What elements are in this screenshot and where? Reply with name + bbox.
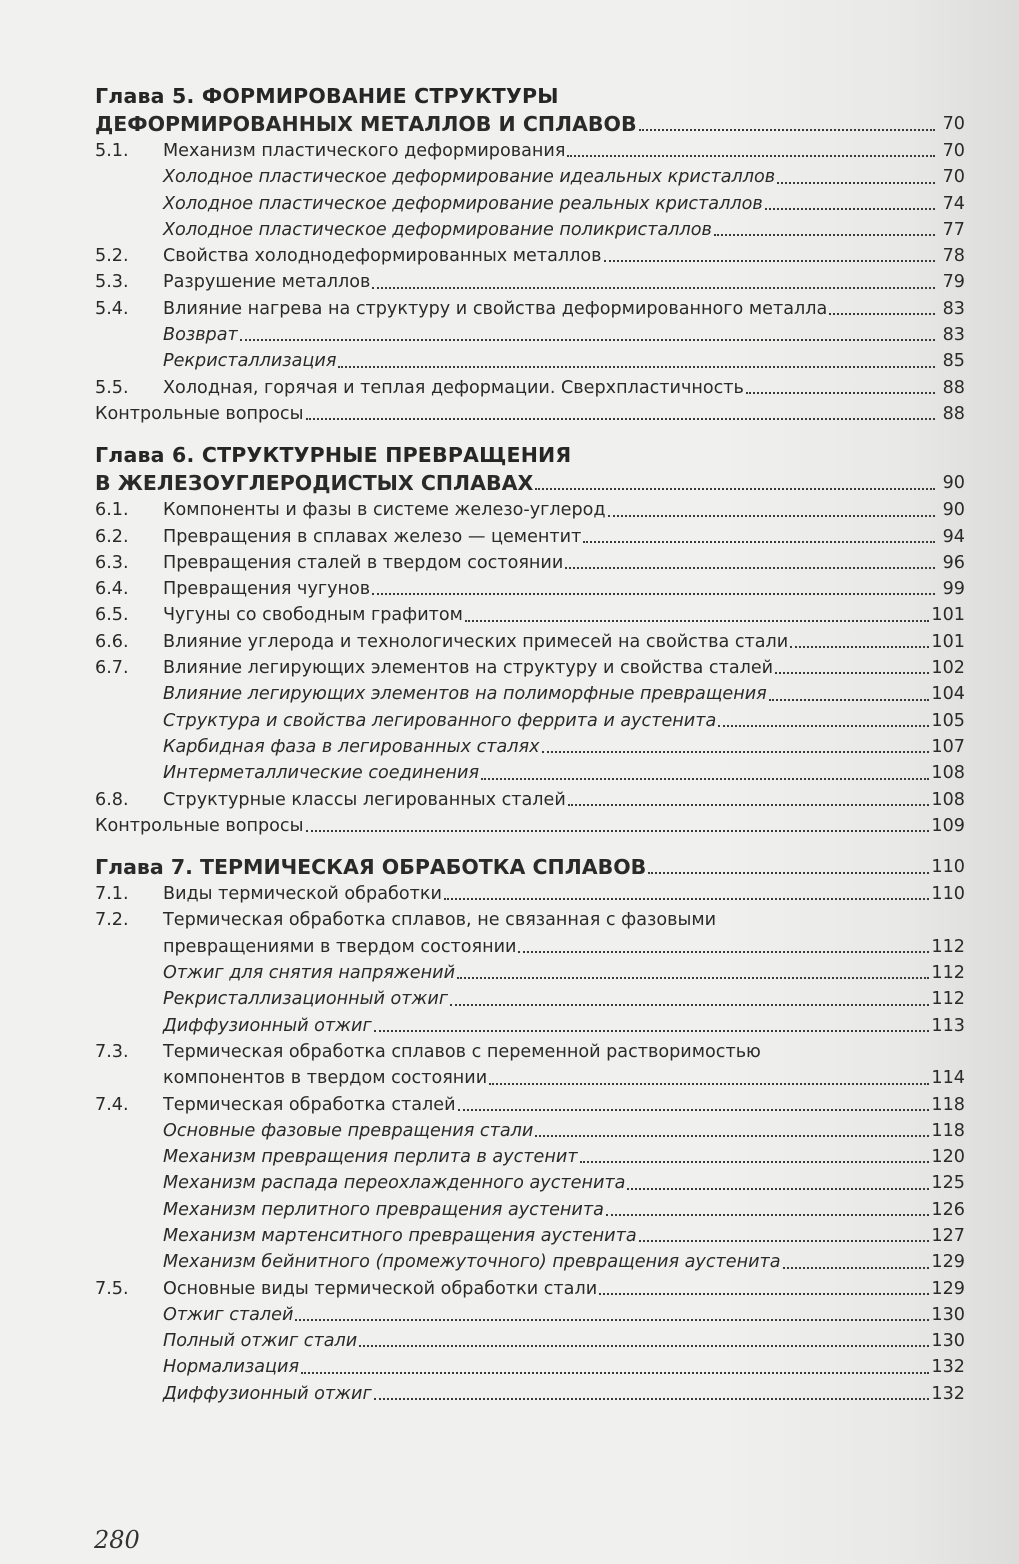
toc-entry-text: Механизм превращения перлита в аустенит bbox=[163, 1147, 578, 1168]
toc-entry bbox=[95, 1302, 965, 1328]
toc-entry-text: Основные виды термической обработки стали bbox=[163, 1278, 598, 1299]
toc-entry-text: Механизм бейнитного (промежуточного) превращения аустенита bbox=[163, 1252, 781, 1273]
toc-entry-text: компонентов в твердом состоянии bbox=[163, 1068, 488, 1089]
page-ref: 79 bbox=[942, 272, 965, 293]
toc-entry bbox=[95, 524, 965, 550]
leader-dots bbox=[627, 1188, 929, 1190]
page-ref: 127 bbox=[931, 1225, 965, 1246]
section-number: 7.4. bbox=[95, 1094, 129, 1115]
toc-entry bbox=[95, 681, 965, 707]
toc-entry-text: превращениями в твердом состоянии bbox=[163, 936, 517, 957]
toc-entry-text: Нормализация bbox=[163, 1357, 300, 1378]
toc-entry bbox=[95, 576, 965, 602]
page-ref: 126 bbox=[931, 1199, 965, 1220]
toc-entry bbox=[95, 1381, 965, 1407]
page-ref: 105 bbox=[931, 710, 965, 731]
toc-entry-text: Механизм перлитного превращения аустенита bbox=[163, 1199, 604, 1220]
section-number: 5.3. bbox=[95, 272, 129, 293]
toc-entry-text: Влияние углерода и технологических примесей на свойства стали bbox=[163, 631, 789, 652]
page-ref: 110 bbox=[931, 857, 965, 878]
toc-entry-line bbox=[95, 907, 965, 933]
page-ref: 83 bbox=[942, 325, 965, 346]
leader-dots bbox=[518, 951, 929, 953]
toc-entry-text: Компоненты и фазы в системе железо-углерод bbox=[163, 500, 606, 521]
toc-entry bbox=[95, 760, 965, 786]
toc-entry-text: Контрольные вопросы bbox=[95, 403, 304, 424]
section-number: 5.5. bbox=[95, 377, 129, 398]
leader-dots bbox=[604, 260, 935, 262]
leader-dots bbox=[372, 593, 935, 595]
toc-entry bbox=[95, 881, 965, 907]
leader-dots bbox=[648, 872, 929, 874]
page-ref: 88 bbox=[942, 377, 965, 398]
section-number: 7.3. bbox=[95, 1041, 129, 1062]
toc-entry bbox=[95, 164, 965, 190]
page-ref: 101 bbox=[931, 605, 965, 626]
toc-entry-text: Отжиг для снятия напряжений bbox=[163, 963, 456, 984]
leader-dots bbox=[567, 155, 935, 157]
toc-entry-text: Рекристаллизация bbox=[163, 351, 337, 372]
toc-entry bbox=[95, 986, 965, 1012]
toc-entry-text: Диффузионный отжиг bbox=[163, 1383, 372, 1404]
page-ref: 130 bbox=[931, 1304, 965, 1325]
page-ref: 113 bbox=[931, 1015, 965, 1036]
leader-dots bbox=[829, 313, 935, 315]
leader-dots bbox=[639, 129, 935, 131]
chapter-title-row bbox=[95, 469, 965, 497]
page-ref: 101 bbox=[931, 631, 965, 652]
toc-entry-text: Холодная, горячая и теплая деформации. Сверхпластичность bbox=[163, 377, 744, 398]
section-number: 7.1. bbox=[95, 884, 129, 905]
toc-entry bbox=[95, 1170, 965, 1196]
leader-dots bbox=[359, 1345, 929, 1347]
page-ref: 112 bbox=[931, 989, 965, 1010]
leader-dots bbox=[542, 751, 930, 753]
toc-entry bbox=[95, 1092, 965, 1118]
toc-entry-text: Структура и свойства легированного феррита и аустенита bbox=[163, 710, 717, 731]
toc-entry bbox=[95, 655, 965, 681]
page-ref: 110 bbox=[931, 884, 965, 905]
toc-entry-text: Термическая обработка сплавов с переменной растворимостью bbox=[163, 1041, 761, 1062]
toc-entry bbox=[95, 1144, 965, 1170]
section-number: 6.2. bbox=[95, 526, 129, 547]
leader-dots bbox=[746, 392, 935, 394]
page-ref: 96 bbox=[942, 552, 965, 573]
page-ref: 125 bbox=[931, 1173, 965, 1194]
page-ref: 108 bbox=[931, 763, 965, 784]
leader-dots bbox=[580, 1161, 930, 1163]
leader-dots bbox=[481, 778, 929, 780]
toc-entry-text: Отжиг сталей bbox=[163, 1304, 294, 1325]
toc-entry-text: Интерметаллические соединения bbox=[163, 763, 480, 784]
page-ref: 120 bbox=[931, 1147, 965, 1168]
toc-entry bbox=[95, 1249, 965, 1275]
leader-dots bbox=[306, 830, 930, 832]
toc-entry bbox=[95, 348, 965, 374]
leader-dots bbox=[777, 182, 935, 184]
toc-entry bbox=[95, 602, 965, 628]
table-of-contents bbox=[95, 82, 965, 1407]
leader-dots bbox=[295, 1319, 929, 1321]
chapter-title: ДЕФОРМИРОВАННЫХ МЕТАЛЛОВ И СПЛАВОВ bbox=[95, 112, 637, 136]
toc-entry-text: Механизм пластического деформирования bbox=[163, 141, 566, 161]
leader-dots bbox=[599, 1293, 929, 1295]
toc-entry bbox=[95, 629, 965, 655]
leader-dots bbox=[338, 366, 935, 368]
page-ref: 94 bbox=[942, 526, 965, 547]
toc-entry bbox=[95, 191, 965, 217]
toc-entry bbox=[95, 1197, 965, 1223]
chapter-title: Глава 5. ФОРМИРОВАНИЕ СТРУКТУРЫ bbox=[95, 84, 559, 108]
toc-entry bbox=[95, 1013, 965, 1039]
toc-entry bbox=[95, 734, 965, 760]
toc-entry-text: Влияние легирующих элементов на полиморфные превращения bbox=[163, 684, 767, 705]
leader-dots bbox=[240, 339, 935, 341]
toc-entry bbox=[95, 497, 965, 523]
leader-dots bbox=[450, 1004, 929, 1006]
page-ref: 104 bbox=[931, 684, 965, 705]
page-ref: 114 bbox=[931, 1068, 965, 1089]
chapter-title-row bbox=[95, 110, 965, 138]
section-number: 7.5. bbox=[95, 1278, 129, 1299]
leader-dots bbox=[790, 646, 929, 648]
toc-entry bbox=[95, 322, 965, 348]
toc-entry bbox=[95, 813, 965, 839]
toc-entry bbox=[95, 708, 965, 734]
toc-entry-text: Контрольные вопросы bbox=[95, 815, 304, 836]
page-ref: 130 bbox=[931, 1331, 965, 1352]
leader-dots bbox=[306, 418, 936, 420]
leader-dots bbox=[301, 1372, 929, 1374]
page-ref: 78 bbox=[942, 246, 965, 267]
toc-entry-text: Виды термической обработки bbox=[163, 884, 442, 905]
toc-entry bbox=[95, 787, 965, 813]
leader-dots bbox=[639, 1240, 930, 1242]
page-ref: 74 bbox=[942, 193, 965, 214]
page-ref: 77 bbox=[942, 219, 965, 240]
leader-dots bbox=[565, 567, 935, 569]
page-ref: 70 bbox=[942, 167, 965, 188]
page-ref: 118 bbox=[931, 1094, 965, 1115]
page-ref: 108 bbox=[931, 789, 965, 810]
toc-entry-text: Карбидная фаза в легированных сталях bbox=[163, 736, 540, 757]
section-number: 5.1. bbox=[95, 141, 129, 161]
toc-entry-text: Механизм мартенситного превращения аустенита bbox=[163, 1225, 637, 1246]
page-ref: 112 bbox=[931, 963, 965, 984]
page-ref: 102 bbox=[931, 658, 965, 679]
section-number: 7.2. bbox=[95, 910, 129, 931]
leader-dots bbox=[457, 977, 929, 979]
leader-dots bbox=[535, 488, 935, 490]
section-number: 6.7. bbox=[95, 658, 129, 679]
section-number: 5.2. bbox=[95, 246, 129, 267]
toc-entry bbox=[95, 550, 965, 576]
page-ref: 132 bbox=[931, 1383, 965, 1404]
toc-entry bbox=[95, 960, 965, 986]
toc-entry bbox=[95, 375, 965, 401]
toc-entry bbox=[95, 1354, 965, 1380]
toc-entry-text: Термическая обработка сталей bbox=[163, 1094, 456, 1115]
page-ref: 70 bbox=[942, 114, 965, 134]
section-number: 5.4. bbox=[95, 298, 129, 319]
toc-chapter bbox=[95, 441, 965, 839]
page-ref: 99 bbox=[942, 579, 965, 600]
leader-dots bbox=[458, 1109, 930, 1111]
page-ref: 70 bbox=[942, 141, 965, 161]
toc-entry-text: Влияние легирующих элементов на структуру и свойства сталей bbox=[163, 658, 774, 679]
toc-entry-text: Превращения в сплавах железо — цементит bbox=[163, 526, 582, 547]
page-number: 280 bbox=[94, 1526, 140, 1554]
section-number: 6.1. bbox=[95, 500, 129, 521]
section-number: 6.6. bbox=[95, 631, 129, 652]
leader-dots bbox=[606, 1214, 930, 1216]
toc-entry-line bbox=[95, 934, 965, 960]
toc-entry bbox=[95, 269, 965, 295]
toc-entry-text: Диффузионный отжиг bbox=[163, 1015, 372, 1036]
toc-entry bbox=[95, 1328, 965, 1354]
toc-entry-text: Основные фазовые превращения стали bbox=[163, 1120, 534, 1141]
toc-entry-text: Холодное пластическое деформирование реальных кристаллов bbox=[163, 193, 763, 214]
toc-entry-line bbox=[95, 1039, 965, 1065]
page-ref: 90 bbox=[942, 473, 965, 494]
toc-entry-text: Полный отжиг стали bbox=[163, 1331, 358, 1352]
leader-dots bbox=[608, 515, 935, 517]
section-number: 6.8. bbox=[95, 789, 129, 810]
toc-entry bbox=[95, 1118, 965, 1144]
chapter-title-row bbox=[95, 853, 965, 881]
chapter-title: Глава 7. ТЕРМИЧЕСКАЯ ОБРАБОТКА СПЛАВОВ bbox=[95, 855, 647, 880]
section-number: 6.5. bbox=[95, 605, 129, 626]
toc-entry bbox=[95, 1276, 965, 1302]
leader-dots bbox=[769, 699, 930, 701]
toc-entry bbox=[95, 243, 965, 269]
toc-entry-text: Механизм распада переохлажденного аустенита bbox=[163, 1173, 626, 1194]
page-ref: 118 bbox=[931, 1120, 965, 1141]
toc-entry bbox=[95, 1039, 965, 1092]
leader-dots bbox=[568, 804, 930, 806]
toc-entry bbox=[95, 1223, 965, 1249]
toc-entry-text: Термическая обработка сплавов, не связанная с фазовыми bbox=[163, 910, 717, 931]
toc-entry-text: Чугуны со свободным графитом bbox=[163, 605, 463, 626]
leader-dots bbox=[718, 725, 929, 727]
toc-entry-text: Возврат bbox=[163, 325, 238, 346]
section-number: 6.3. bbox=[95, 552, 129, 573]
leader-dots bbox=[583, 541, 935, 543]
toc-entry-line bbox=[95, 1065, 965, 1091]
leader-dots bbox=[374, 1030, 930, 1032]
page-ref: 85 bbox=[942, 351, 965, 372]
toc-entry-text: Превращения чугунов bbox=[163, 579, 371, 600]
toc-entry-text: Влияние нагрева на структуру и свойства деформированного металла bbox=[163, 298, 828, 319]
toc-entry bbox=[95, 907, 965, 960]
toc-entry bbox=[95, 296, 965, 322]
page-ref: 88 bbox=[942, 403, 965, 424]
leader-dots bbox=[489, 1083, 929, 1085]
toc-entry bbox=[95, 217, 965, 243]
leader-dots bbox=[775, 672, 929, 674]
toc-entry bbox=[95, 401, 965, 427]
page-ref: 107 bbox=[931, 736, 965, 757]
leader-dots bbox=[374, 1398, 930, 1400]
leader-dots bbox=[765, 208, 935, 210]
leader-dots bbox=[372, 287, 935, 289]
page-ref: 109 bbox=[931, 815, 965, 836]
toc-chapter bbox=[95, 853, 965, 1407]
toc-entry-text: Холодное пластическое деформирование поликристаллов bbox=[163, 219, 712, 240]
chapter-title: Глава 6. СТРУКТУРНЫЕ ПРЕВРАЩЕНИЯ bbox=[95, 443, 572, 468]
toc-entry-text: Свойства холоднодеформированных металлов bbox=[163, 246, 602, 267]
page-ref: 129 bbox=[931, 1278, 965, 1299]
toc-chapter bbox=[95, 82, 965, 427]
toc-entry-text: Холодное пластическое деформирование идеальных кристаллов bbox=[163, 167, 776, 188]
page-ref: 83 bbox=[942, 298, 965, 319]
leader-dots bbox=[444, 898, 930, 900]
section-number: 6.4. bbox=[95, 579, 129, 600]
toc-entry bbox=[95, 138, 965, 164]
page-ref: 90 bbox=[942, 500, 965, 521]
page-ref: 129 bbox=[931, 1252, 965, 1273]
toc-entry-text: Рекристаллизационный отжиг bbox=[163, 989, 449, 1010]
toc-entry-text: Структурные классы легированных сталей bbox=[163, 789, 566, 810]
leader-dots bbox=[783, 1267, 930, 1269]
leader-dots bbox=[465, 620, 929, 622]
toc-entry-text: Превращения сталей в твердом состоянии bbox=[163, 552, 564, 573]
page-ref: 132 bbox=[931, 1357, 965, 1378]
leader-dots bbox=[535, 1135, 929, 1137]
page-ref: 112 bbox=[931, 936, 965, 957]
chapter-title: В ЖЕЛЕЗОУГЛЕРОДИСТЫХ СПЛАВАХ bbox=[95, 471, 534, 496]
toc-entry-text: Разрушение металлов bbox=[163, 272, 371, 293]
leader-dots bbox=[714, 234, 935, 236]
